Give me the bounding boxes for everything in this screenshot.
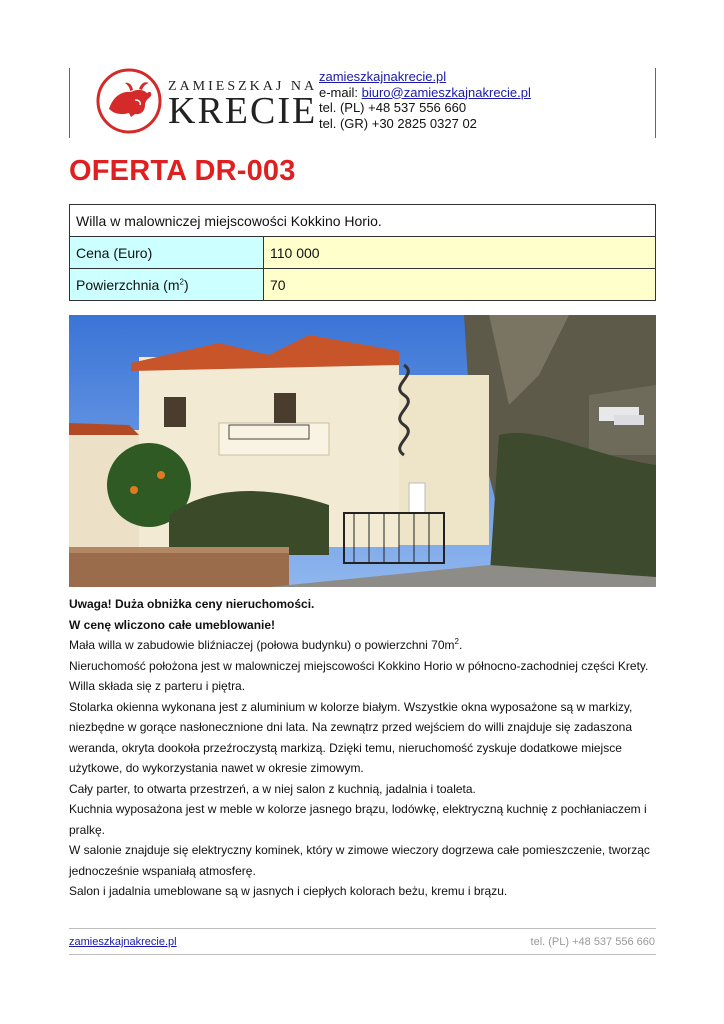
footer-phone: tel. (PL) +48 537 556 660	[530, 936, 655, 948]
website-link[interactable]: zamieszkajnakrecie.pl	[319, 69, 447, 84]
email-link[interactable]: biuro@zamieszkajnakrecie.pl	[361, 84, 531, 100]
offer-title: OFERTA DR-003	[69, 155, 296, 187]
offer-description: Willa w malowniczej miejscowości Kokkino Horio.	[70, 205, 656, 237]
price-value: 110 000	[264, 237, 656, 269]
header-left-rule	[69, 68, 70, 138]
area-value: 70	[264, 269, 656, 301]
paragraph: Kuchnia wyposażona jest w meble w kolorze jasnego brązu, lodówkę, elektryczną kuchnię z pochłaniaczem i pralkę.	[69, 802, 647, 837]
contact-block	[319, 69, 531, 131]
phone-gr: tel. (GR) +30 2825 0327 02	[319, 115, 477, 131]
paragraph: W salonie znajduje się elektryczny kominek, który w zimowe wieczory dogrzewa całe pomieszczenie, tworząc jednocześnie wspaniałą atmosferę.	[69, 843, 650, 878]
area-label: Powierzchnia $(m^2)$	[70, 269, 264, 301]
paragraph: Mała willa w zabudowie bliźniaczej (połowa budynku) o powierzchni $70m^2$.	[69, 637, 463, 652]
notice-furniture: W cenę wliczono całe umeblowanie!	[69, 617, 276, 632]
table-row	[70, 205, 656, 237]
logo-text-main: KRECIE	[168, 90, 318, 132]
notice-price-drop: Uwaga! Duża obniżka ceny nieruchomości.	[69, 597, 315, 611]
bull-logo-icon	[95, 67, 165, 135]
email-line	[319, 85, 531, 101]
paragraph: Nieruchomość położona jest w malowniczej miejscowości Kokkino Horio w północno-zachodniej części Krety. Willa składa się z parteru i piętra.	[69, 658, 649, 693]
table-row	[70, 269, 656, 301]
paragraph: Cały parter, to otwarta przestrzeń, a w niej salon z kuchnią, jadalnia i toaleta.	[69, 781, 476, 796]
footer-website-link[interactable]: zamieszkajnakrecie.pl	[69, 936, 177, 948]
paragraph: Salon i jadalnia umeblowane są w jasnych i ciepłych kolorach beżu, kremu i brązu.	[69, 884, 508, 898]
email-label: e-mail:	[319, 84, 362, 100]
header-right-rule	[655, 68, 656, 138]
offer-body	[69, 594, 661, 902]
villa-photo	[69, 315, 656, 587]
phone-pl: tel. (PL) +48 537 556 660	[319, 100, 467, 115]
footer-top-rule	[69, 928, 656, 929]
offer-info-table	[69, 204, 656, 301]
price-label: Cena (Euro)	[70, 237, 264, 269]
paragraph: Stolarka okienna wykonana jest z aluminium w kolorze białym. Wszystkie okna wyposażone są w markizy, niezbędne w gorące nasłonecznione dni lata. Na zewnątrz przed wejściem do willi znajduje się zadaszona weranda, okryta dookoła przeźroczystą markizą. Dzięki temu, nieruchomość zyskuje dodatkowe miejsce użytkowe, do wykorzystania nawet w okresie zimowym.	[69, 699, 633, 775]
logo-text-top: ZAMIESZKAJ NA	[168, 79, 318, 94]
table-row	[70, 237, 656, 269]
footer-bottom-rule	[69, 954, 656, 955]
